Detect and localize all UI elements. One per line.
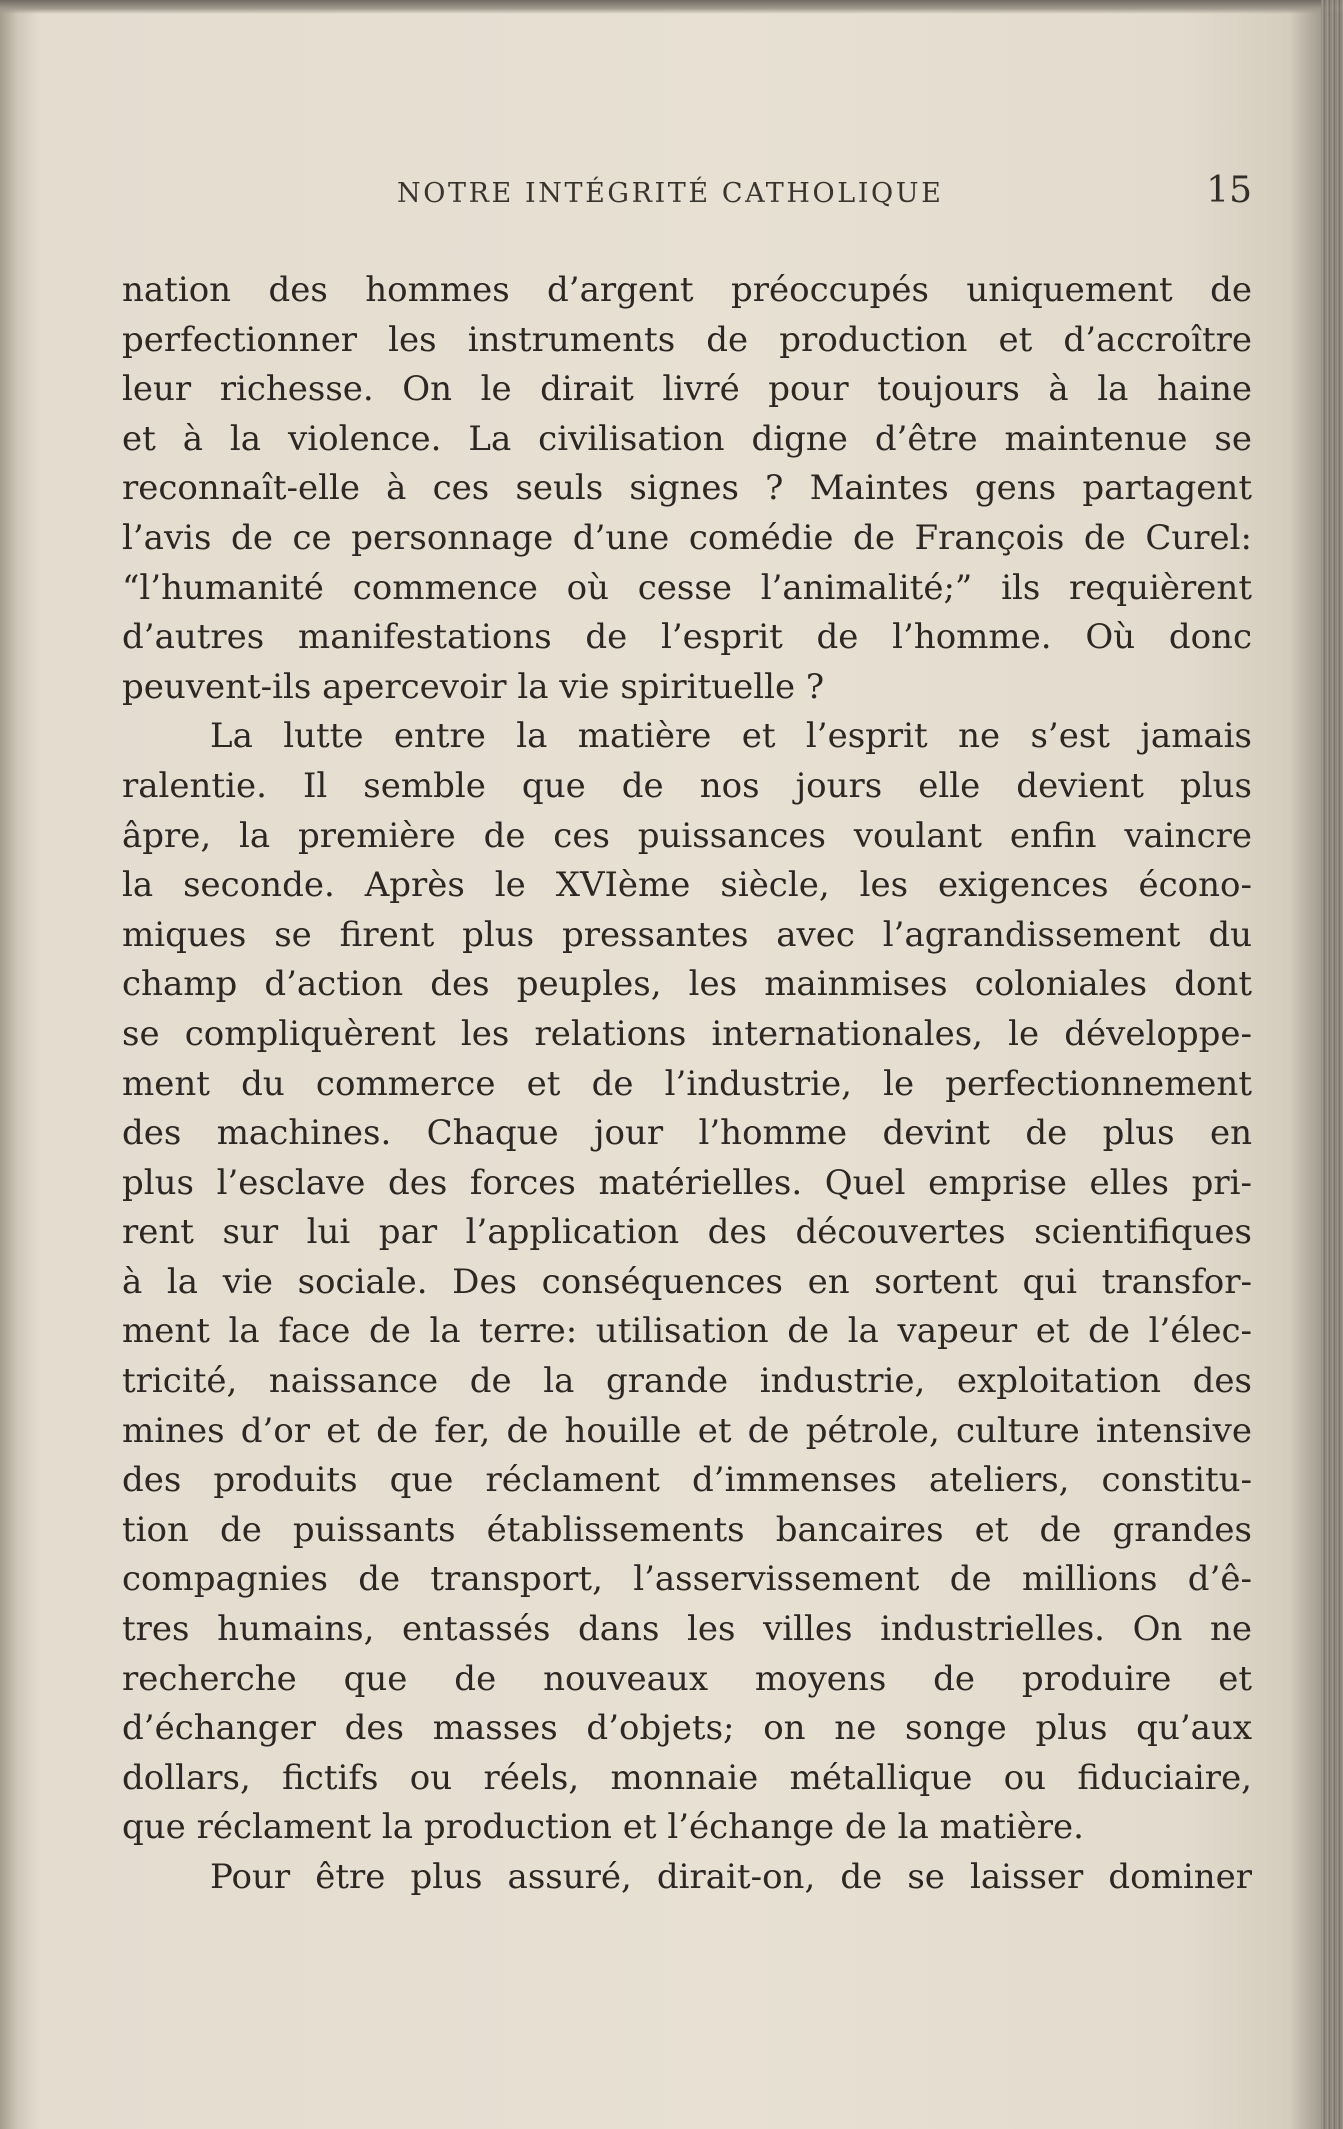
paragraph — [122, 266, 1252, 712]
text-line: se compliquèrent les relations internationales, le développe- — [122, 1013, 1252, 1054]
text-line: ment la face de la terre: utilisation de la vapeur et de l’élec- — [122, 1311, 1252, 1352]
text-line: Pour être plus assuré, dirait-on, de se laisser dominer — [210, 1857, 1252, 1897]
text-line: recherche que de nouveaux moyens de produire et — [122, 1658, 1252, 1699]
text-line: miques se firent plus pressantes avec l’agrandissement du — [122, 914, 1252, 955]
text-line: d’échanger des masses d’objets; on ne songe plus qu’aux — [122, 1708, 1252, 1749]
text-line: la seconde. Après le XVIème siècle, les exigences écono- — [122, 865, 1252, 906]
paragraph — [122, 712, 1252, 1853]
text-line: ment du commerce et de l’industrie, le perfectionnement — [122, 1063, 1252, 1104]
text-line: “l’humanité commence où cesse l’animalité;” ils requièrent — [122, 567, 1252, 608]
text-line: ralentie. Il semble que de nos jours elle devient plus — [122, 765, 1252, 806]
text-line: et à la violence. La civilisation digne d’être maintenue se — [122, 418, 1252, 459]
page-fore-edge — [1321, 0, 1343, 2129]
text-line: plus l’esclave des forces matérielles. Quel emprise elles pri- — [122, 1162, 1252, 1203]
running-title: NOTRE INTÉGRITÉ CATHOLIQUE — [397, 178, 944, 209]
text-line: dollars, fictifs ou réels, monnaie métallique ou fiduciaire, — [122, 1757, 1252, 1798]
text-line: La lutte entre la matière et l’esprit ne s’est jamais — [210, 716, 1252, 757]
text-line: compagnies de transport, l’asservissement de millions d’ê- — [122, 1559, 1252, 1600]
text-block — [122, 160, 1252, 1903]
text-line: âpre, la première de ces puissances voulant enfin vaincre — [122, 815, 1252, 856]
text-line: d’autres manifestations de l’esprit de l’homme. Où donc — [122, 617, 1252, 658]
text-line: nation des hommes d’argent préoccupés uniquement de — [122, 270, 1252, 310]
text-line: champ d’action des peuples, les mainmises coloniales dont — [122, 964, 1252, 1005]
text-line: l’avis de ce personnage d’une comédie de François de Curel: — [122, 517, 1252, 558]
text-line: rent sur lui par l’application des découvertes scientifiques — [122, 1212, 1252, 1253]
running-head — [122, 160, 1252, 230]
text-line: que réclament la production et l’échange de la matière. — [122, 1807, 1084, 1848]
page-number: 15 — [1206, 170, 1252, 211]
text-line: tricité, naissance de la grande industrie, exploitation des — [122, 1361, 1252, 1402]
text-line: des machines. Chaque jour l’homme devint de plus en — [122, 1113, 1252, 1154]
text-line: reconnaît-elle à ces seuls signes ? Maintes gens partagent — [122, 468, 1252, 509]
text-line: à la vie sociale. Des conséquences en sortent qui transfor- — [122, 1261, 1252, 1302]
body-text — [122, 266, 1252, 1903]
text-line: perfectionner les instruments de production et d’accroître — [122, 319, 1252, 360]
text-line: mines d’or et de fer, de houille et de pétrole, culture intensive — [122, 1410, 1252, 1451]
text-line: peuvent-ils apercevoir la vie spirituelle ? — [122, 666, 825, 707]
text-line: leur richesse. On le dirait livré pour toujours à la haine — [122, 369, 1252, 410]
text-line: des produits que réclament d’immenses ateliers, constitu- — [122, 1460, 1252, 1501]
text-line: tion de puissants établissements bancaires et de grandes — [122, 1509, 1252, 1550]
paragraph — [122, 1853, 1252, 1903]
page-top-edge — [0, 0, 1343, 14]
text-line: tres humains, entassés dans les villes industrielles. On ne — [122, 1609, 1252, 1650]
